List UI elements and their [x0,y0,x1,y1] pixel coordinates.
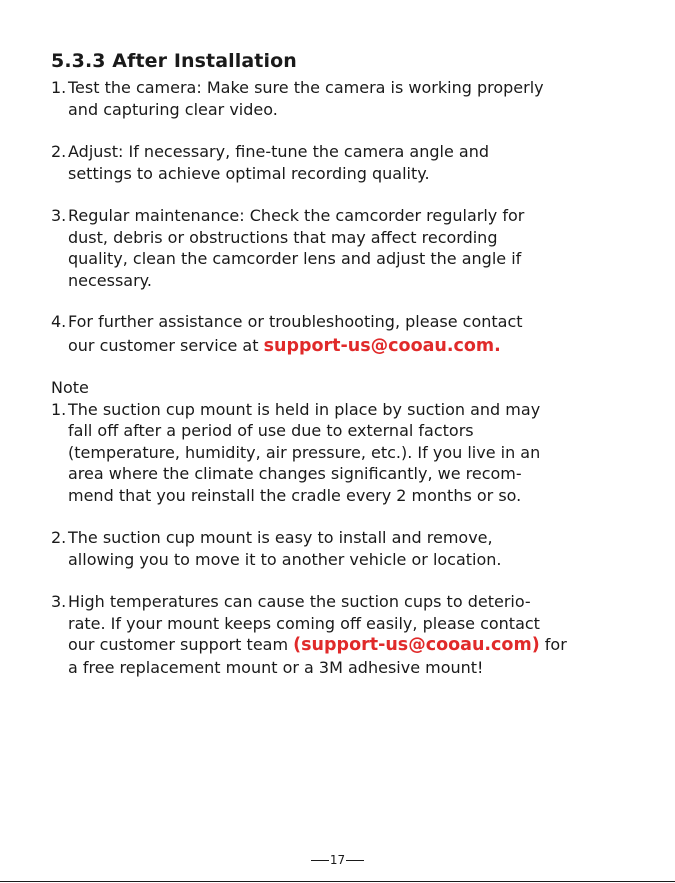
step-text-line: settings to achieve optimal recording quality. [68,163,430,183]
step-text-line: Regular maintenance: Check the camcorder regularly for [68,206,525,225]
note-item-2 [51,527,631,570]
note-section [51,377,631,506]
footer-dash-right [346,860,364,861]
step-1 [51,77,631,120]
step-text-prefix: our customer service at [68,335,264,355]
note-text-prefix: our customer support team [68,635,294,654]
step-text-line: Test the camera: Make sure the camera is working properly [68,78,544,97]
step-2 [51,141,631,184]
note-text-line: fall off after a period of use due to external factors [68,421,474,440]
step-text-line: For further assistance or troubleshooting, please contact [68,312,523,331]
section-heading: 5.3.3 After Installation [51,50,297,72]
note-text-line: The suction cup mount is easy to install and remove, [68,528,493,547]
note-text-line: The suction cup mount is held in place by suction and may [68,399,541,419]
note-text-line: High temperatures can cause the suction cups to deterio- [68,592,531,611]
step-text-line: dust, debris or obstructions that may affect recording [68,227,498,247]
bottom-divider [0,881,675,882]
support-email-link[interactable]: support-us@cooau.com. [263,335,501,356]
note-item-1 [51,399,631,507]
step-number: 4. [51,312,67,331]
note-item-3 [51,591,631,678]
note-number: 3. [51,592,67,611]
note-number: 2. [51,528,67,547]
step-text-line: and capturing clear video. [68,99,278,119]
step-text-line: Adjust: If necessary, fine-tune the camera angle and [68,142,489,161]
note-text-line: rate. If your mount keeps coming off easily, please contact [68,613,540,633]
note-number: 1. [51,399,67,419]
note-text-line: (temperature, humidity, air pressure, etc.). If you live in an [68,442,541,462]
step-3 [51,205,631,291]
support-email-link[interactable]: (support-us@cooau.com) [293,635,540,655]
page-number: 17 [329,853,346,867]
note-text-suffix: for [539,635,567,654]
note-text-line: mend that you reinstall the cradle every 2 months or so. [68,485,522,505]
step-text-line: quality, clean the camcorder lens and adjust the angle if [68,249,522,268]
note-text-line: a free replacement mount or a 3M adhesive mount! [68,657,484,677]
step-number: 3. [51,206,67,225]
page-footer [0,852,675,868]
step-text-line-with-email [68,333,631,359]
note-title: Note [51,378,89,397]
note-text-line: allowing you to move it to another vehicle or location. [68,549,502,569]
step-4 [51,311,631,359]
step-number: 2. [51,142,67,161]
note-text-line-with-email [68,634,631,657]
step-number: 1. [51,78,67,97]
note-text-line: area where the climate changes significantly, we recom- [68,464,522,483]
footer-dash-left [311,860,329,861]
step-text-line: necessary. [68,270,152,290]
